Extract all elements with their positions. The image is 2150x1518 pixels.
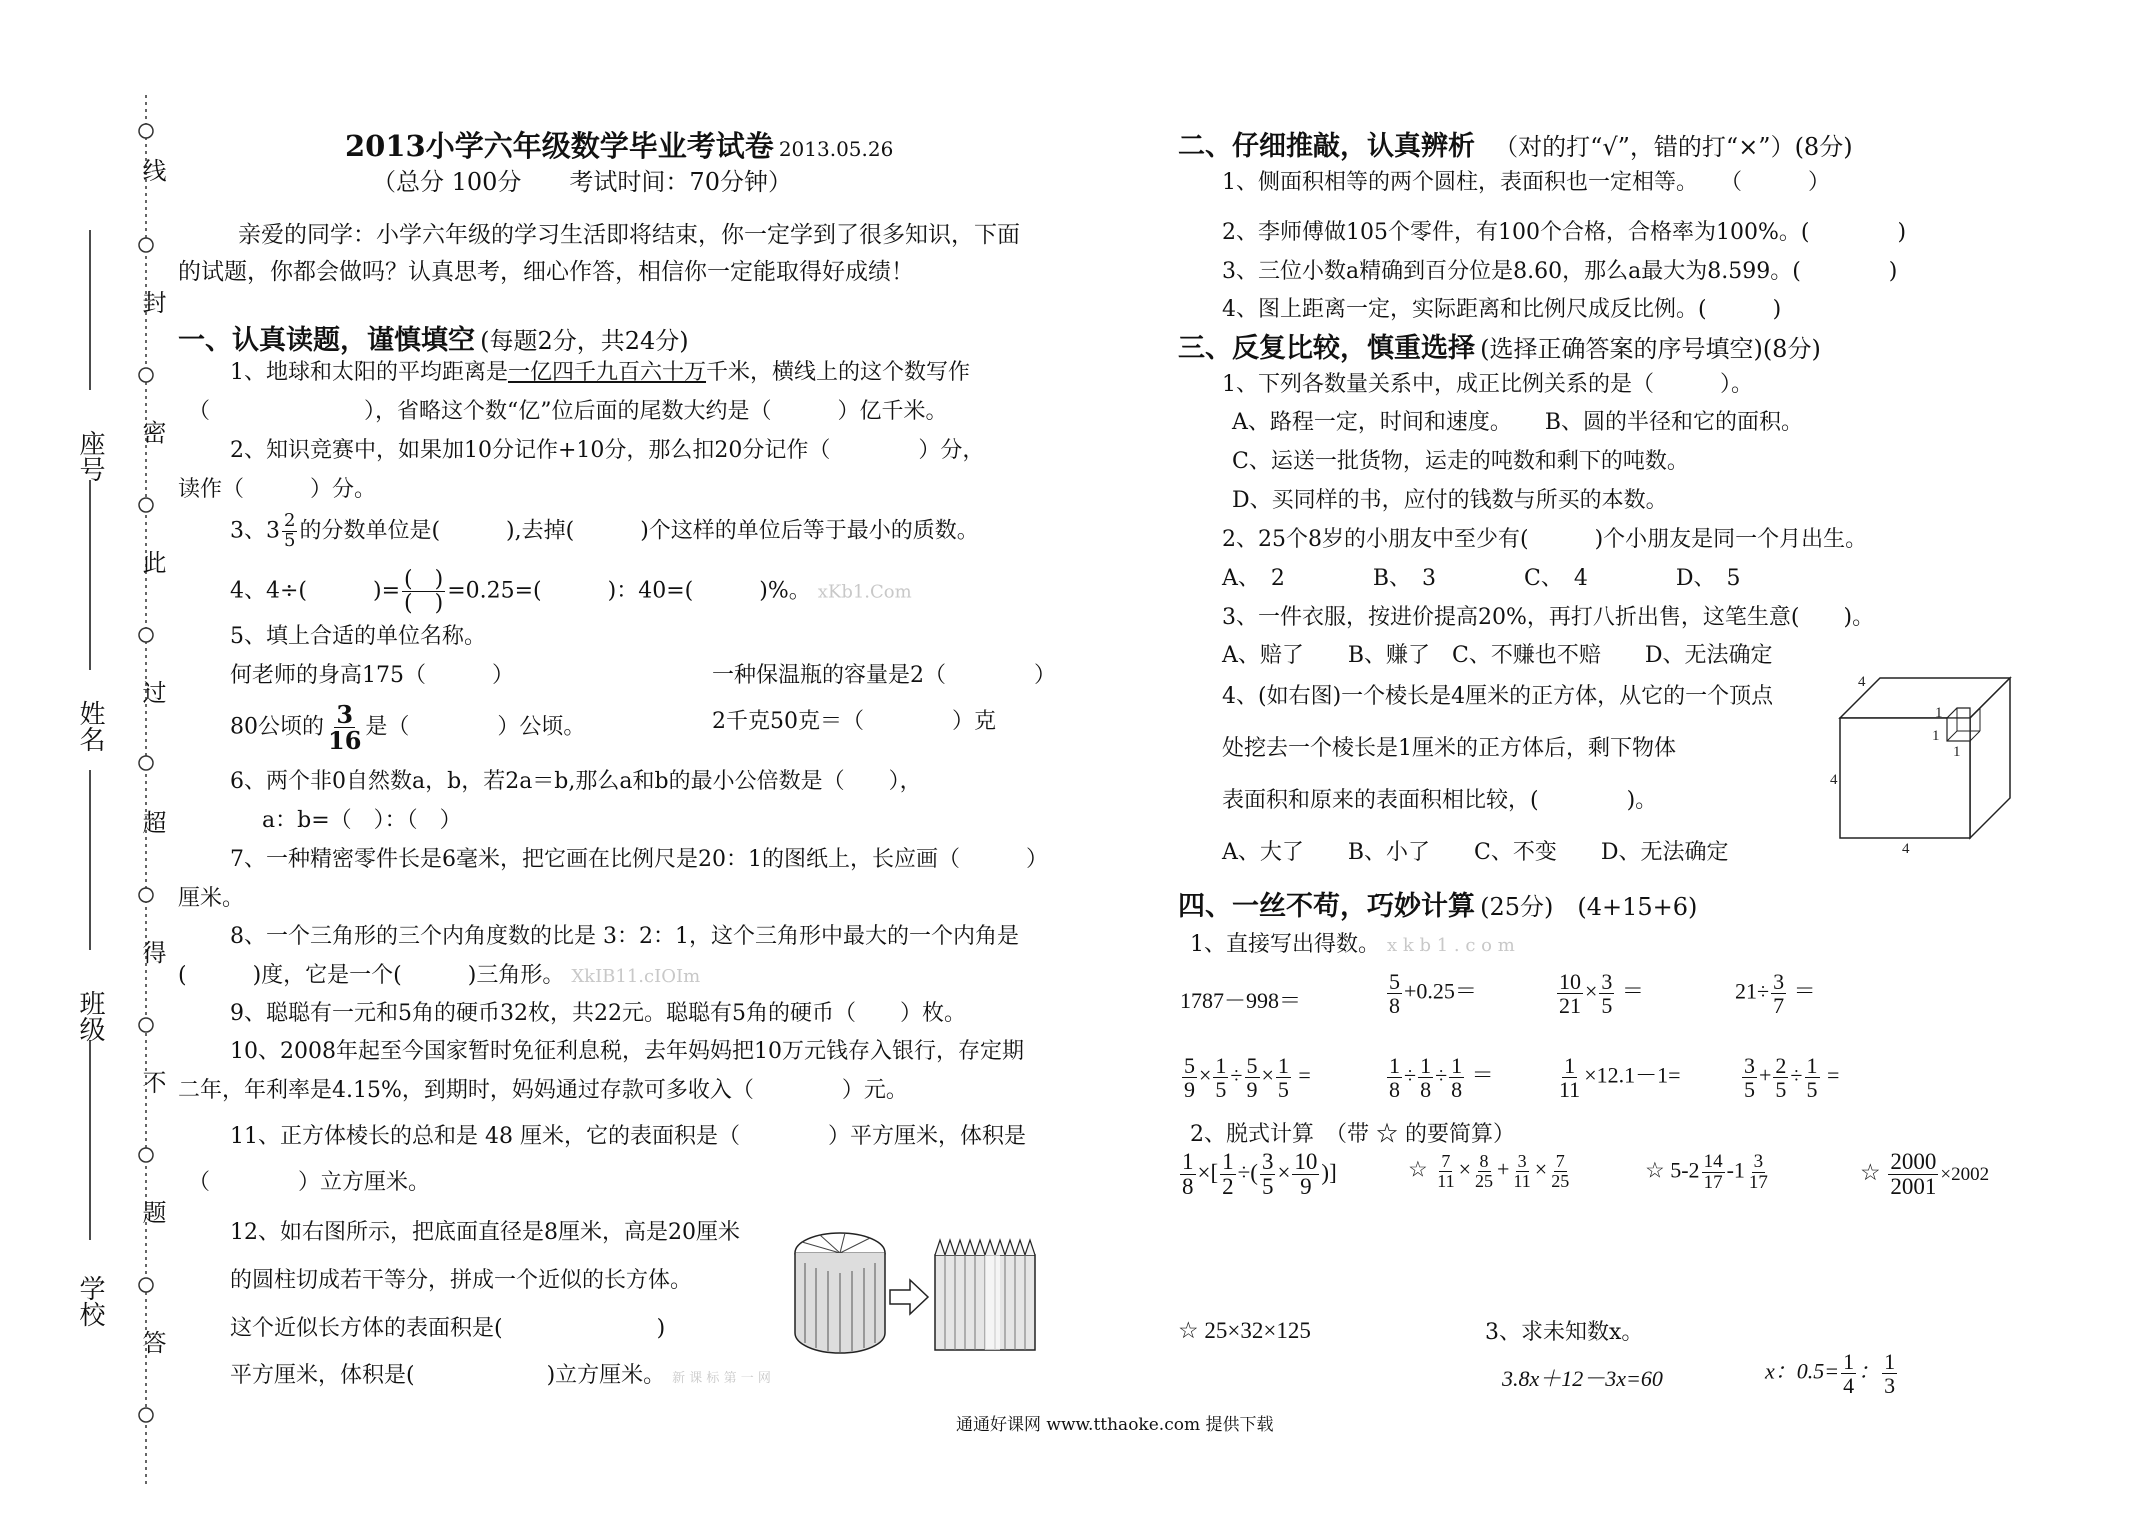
q4: 4、4÷( )= $\frac{( )}{( )}$ =0.25=( )：40=( )%。 xKb1.Com [230, 567, 912, 617]
exam-title: 2013小学六年级数学毕业考试卷 2013.05.26 [345, 129, 894, 163]
s2-item: 2、李师傅做105个零件，有100个合格，合格率为100%。( ) [1222, 220, 1907, 245]
s2-item: 4、图上距离一定，实际距离和比例尺成反比例。( ) [1222, 297, 1782, 322]
seal-char: 过 [138, 680, 166, 704]
cube-edge-label: 1 [1935, 705, 1943, 721]
q9: 9、聪聪有一元和5角的硬币32枚，共22元。聪聪有5角的硬币（ ）枚。 [230, 1001, 966, 1026]
q5c: 80公顷的 $\frac{3}{16}$ 是（ ）公顷。 [230, 700, 586, 756]
s3-q3: 3、一件衣服，按进价提高20%，再打八折出售，这笔生意( )。 [1222, 605, 1875, 630]
s4-part-3: 3、求未知数x。 [1485, 1320, 1644, 1345]
exam-info: （总分 100分 考试时间：70分钟） [372, 168, 792, 196]
seat-number-label: 座号 [75, 430, 105, 482]
s4-part-2: 2、脱式计算 （带 ☆ 的要简算） [1190, 1122, 1515, 1147]
s3-q3-options: A、赔了 B、赚了 C、不赚也不赔 D、无法确定 [1222, 643, 1773, 668]
equation-2: x：0.5= $\frac{1}{4}$ ： $\frac{1}{3}$ [1765, 1349, 1896, 1399]
seal-char: 密 [138, 420, 166, 444]
q1-line-b: （ ），省略这个数“亿”位后面的尾数大约是（ ）亿千米。 [188, 399, 948, 424]
q12-line-d: 平方厘米，体积是( )立方厘米。 新 课 标 第 一 网 [230, 1363, 771, 1388]
q10-line-a: 10、2008年起至今国家暂时免征利息税，去年妈妈把10万元钱存入银行，存定期 [230, 1039, 1024, 1064]
q10-line-b: 二年，年利率是4.15%，到期时，妈妈通过存款可多收入（ ）元。 [178, 1078, 908, 1103]
q5: 5、填上合适的单位名称。 [230, 624, 486, 649]
q11-line-a: 11、正方体棱长的总和是 48 厘米，它的表面积是（ ）平方厘米，体积是 [230, 1124, 1026, 1149]
q6-line-b: a：b=（ ）：（ ） [262, 808, 462, 833]
s3-q1-option: A、路程一定，时间和速度。 B、圆的半径和它的面积。 [1232, 410, 1804, 435]
mental-calc-2: $\frac{5}{8}$ +0.25＝ [1389, 969, 1477, 1019]
step-calc-2: ☆ $\frac{7}{11}$ × $\frac{8}{25}$ + $\frac{3}{11}$ × $\frac{7}{25}$ [1408, 1151, 1570, 1191]
s3-q2-options: A、 2 B、 3 C、 4 D、 5 [1222, 566, 1741, 591]
q12-line-a: 12、如右图所示，把底面直径是8厘米，高是20厘米 [230, 1220, 740, 1245]
footer-source: 通通好课网 www.tthaoke.com 提供下载 [956, 1415, 1274, 1435]
s3-q4-options: A、大了 B、小了 C、不变 D、无法确定 [1222, 840, 1729, 865]
school-label: 学校 [75, 1275, 105, 1327]
cube-edge-label: 4 [1858, 674, 1866, 690]
q8-line-a: 8、一个三角形的三个内角度数的比是 3：2：1，这个三角形中最大的一个内角是 [230, 924, 1019, 949]
mental-calc-5: $\frac{5}{9}$ × $\frac{1}{5}$ ÷ $\frac{5}{9}$ × $\frac{1}{5}$ = [1184, 1053, 1311, 1103]
star-icon: ☆ [1178, 1318, 1199, 1343]
q7-line-b: 厘米。 [178, 886, 245, 911]
star-icon: ☆ [1645, 1157, 1665, 1183]
q12-line-b: 的圆柱切成若干等分，拼成一个近似的长方体。 [230, 1268, 693, 1293]
s3-q1-option: C、运送一批货物，运走的吨数和剩下的吨数。 [1232, 449, 1689, 474]
section-3-heading: 三、反复比较，慎重选择 (选择正确答案的序号填空)(8分) [1178, 333, 1821, 364]
mental-calc-8: $\frac{3}{5}$ + $\frac{2}{5}$ ÷ $\frac{1}{5}$ = [1744, 1053, 1840, 1103]
mental-calc-6: $\frac{1}{8}$ ÷ $\frac{1}{8}$ ÷ $\frac{1}{8}$ ＝ [1389, 1053, 1494, 1103]
q3: 3、3 $\frac{2}{5}$ 的分数单位是( ),去掉( )个这样的单位后等于最小的质数。 [230, 510, 979, 551]
q2-line-a: 2、知识竞赛中，如果加10分记作+10分，那么扣20分记作（ ）分， [230, 438, 985, 463]
cube-edge-label: 4 [1902, 841, 1910, 853]
s3-q1-option: D、买同样的书，应付的钱数与所买的本数。 [1232, 488, 1668, 513]
binding-fill-lines [80, 230, 100, 1330]
step-calc-1: $\frac{1}{8}$ ×[ $\frac{1}{2}$ ÷( $\frac{3}{5}$ × $\frac{10}{9}$ )] [1182, 1149, 1337, 1200]
star-icon: ☆ [1408, 1156, 1428, 1182]
intro-line: 的试题，你都会做吗？认真思考，细心作答，相信你一定能取得好成绩！ [178, 259, 914, 285]
class-label: 班级 [75, 990, 105, 1042]
mental-calc-7: $\frac{1}{11}$ ×12.1－1= [1559, 1053, 1681, 1103]
mental-calc-4: 21÷ $\frac{3}{7}$ ＝ [1735, 969, 1816, 1019]
seal-char: 封 [138, 290, 166, 314]
s3-q1: 1、下列各数量关系中，成正比例关系的是（ ）。 [1222, 372, 1753, 397]
seal-char: 不 [138, 1070, 166, 1094]
q8-line-b: ( )度，它是一个( )三角形。 XkIB11.cIOIm [178, 963, 701, 988]
seal-char: 线 [138, 158, 166, 182]
step-calc-5: ☆ 25×32×125 [1178, 1318, 1311, 1343]
step-calc-4: ☆ $\frac{2000}{2001}$ ×2002 [1860, 1149, 1990, 1200]
s3-q2: 2、25个8岁的小朋友中至少有( )个小朋友是同一个月出生。 [1222, 527, 1868, 552]
seal-char: 得 [138, 940, 166, 964]
q5a: 何老师的身高175（ ） [230, 663, 514, 688]
cylinder-to-cuboid-figure [790, 1225, 1050, 1355]
cube-figure [1830, 668, 2020, 853]
s2-item: 1、侧面积相等的两个圆柱，表面积也一定相等。 （ ） [1222, 170, 1830, 195]
s2-item: 3、三位小数a精确到百分位是8.60，那么a最大为8.599。( ) [1222, 259, 1898, 284]
s3-q4-line-c: 表面积和原来的表面积相比较，( )。 [1222, 788, 1658, 813]
q7-line-a: 7、一种精密零件长是6毫米，把它画在比例尺是20：1的图纸上，长应画（ ） [230, 847, 1048, 872]
step-calc-3: ☆ 5-2 $\frac{14}{17}$ -1 $\frac{3}{17}$ [1645, 1151, 1768, 1193]
q5b: 一种保温瓶的容量是2（ ） [712, 663, 1056, 688]
section-1-heading: 一、认真读题，谨慎填空 (每题2分，共24分) [178, 325, 689, 356]
seal-char: 超 [138, 810, 166, 834]
mental-calc-3: $\frac{10}{21}$ × $\frac{3}{5}$ ＝ [1559, 969, 1644, 1019]
seal-char: 答 [138, 1330, 166, 1354]
q6-line-a: 6、两个非0自然数a，b，若2a＝b,那么a和b的最小公倍数是（ ）， [230, 769, 922, 794]
equation-1: 3.8x＋12－3x=60 [1502, 1366, 1663, 1391]
intro-line: 亲爱的同学：小学六年级的学习生活即将结束，你一定学到了很多知识，下面 [238, 222, 1020, 248]
q11-line-b: （ ）立方厘米。 [188, 1170, 431, 1195]
s4-part-1: 1、直接写出得数。 x k b 1 . c o m [1190, 932, 1515, 957]
s3-q4-line-a: 4、(如右图)一个棱长是4厘米的正方体，从它的一个顶点 [1222, 684, 1774, 709]
q5d: 2千克50克＝（ ）克 [712, 709, 996, 734]
cube-edge-label: 1 [1953, 744, 1961, 760]
section-2-heading: 二、仔细推敲，认真辨析 （对的打“√”，错的打“×”）(8分) [1178, 131, 1853, 162]
s3-q4-line-b: 处挖去一个棱长是1厘米的正方体后，剩下物体 [1222, 736, 1676, 761]
star-icon: ☆ [1860, 1159, 1881, 1185]
seal-char: 此 [138, 550, 166, 574]
q1-line-a: 1、地球和太阳的平均距离是一亿四千九百六十万千米，横线上的这个数写作 [230, 360, 971, 385]
cube-edge-label: 1 [1932, 728, 1940, 744]
seal-char: 题 [138, 1200, 166, 1224]
mental-calc-1: 1787－998＝ [1180, 988, 1302, 1013]
section-4-heading: 四、一丝不苟，巧妙计算 (25分) (4+15+6) [1178, 891, 1698, 922]
q2-line-b: 读作（ ）分。 [178, 477, 377, 502]
name-label: 姓名 [75, 700, 105, 752]
cube-edge-label: 4 [1830, 772, 1838, 788]
q12-line-c: 这个近似长方体的表面积是( ) [230, 1316, 666, 1341]
